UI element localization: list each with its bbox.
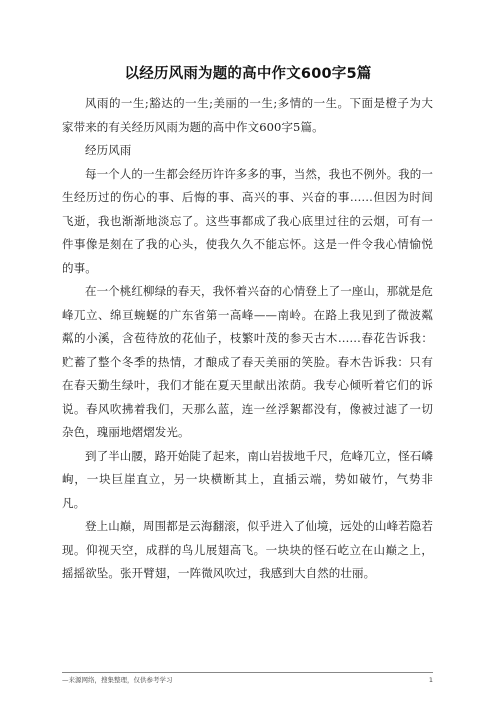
section-heading: 经历风雨 <box>85 143 132 157</box>
body-paragraph: 到了半山腰，路开始陡了起来，南山岩拔地千尺，危峰兀立，怪石嶙峋，一块巨崖直立，另一块横断其上，直插云端，势如破竹，气势非凡。 <box>62 448 433 510</box>
body-paragraph: 在一个桃红柳绿的春天，我怀着兴奋的心情登上了一座山，那就是危峰兀立、绵亘蜿蜒的广东省第一高峰——南岭。在路上我见到了微波粼粼的小溪，含苞待放的花仙子，枝繁叶茂的参天古木……春花告诉我：贮蓄了整个冬季的热情，才酿成了春天美丽的笑脸。春木告诉我：只有在春天勤生绿叶，我们才能在夏天里献出浓荫。我专心倾听着它们的诉说。春风吹拂着我们，天那么蓝，连一丝浮絮都没有，像被过滤了一切杂色，瑰丽地熠熠发光。 <box>62 284 433 439</box>
body-paragraph: 每一个人的一生都会经历许许多多的事，当然，我也不例外。我的一生经历过的伤心的事、后悔的事、高兴的事、兴奋的事……但因为时间飞逝，我也渐渐地淡忘了。这些事都成了我心底里过往的云烟，可有一件事像是刻在了我的心头，使我久久不能忘怀。这是一件令我心情愉悦的事。 <box>62 166 433 275</box>
footer-divider <box>62 672 433 673</box>
intro-paragraph: 风雨的一生;豁达的一生;美丽的一生;多情的一生。下面是橙子为大家带来的有关经历风雨为题的高中作文600字5篇。 <box>62 96 433 134</box>
body-paragraph: 登上山巅，周围都是云海翻滚，似乎进入了仙境，远处的山峰若隐若现。仰视天空，成群的鸟儿展翅高飞。一块块的怪石屹立在山巅之上，摇摇欲坠。张开臂翅，一阵微风吹过，我感到大自然的壮丽。 <box>62 519 433 580</box>
footer-note: —来源网络，搜集整理，仅供参考学习 <box>62 676 173 684</box>
page-number: 1 <box>428 676 433 684</box>
document-title: 以经历风雨为题的高中作文600字5篇 <box>124 66 372 82</box>
document-body <box>62 92 433 586</box>
